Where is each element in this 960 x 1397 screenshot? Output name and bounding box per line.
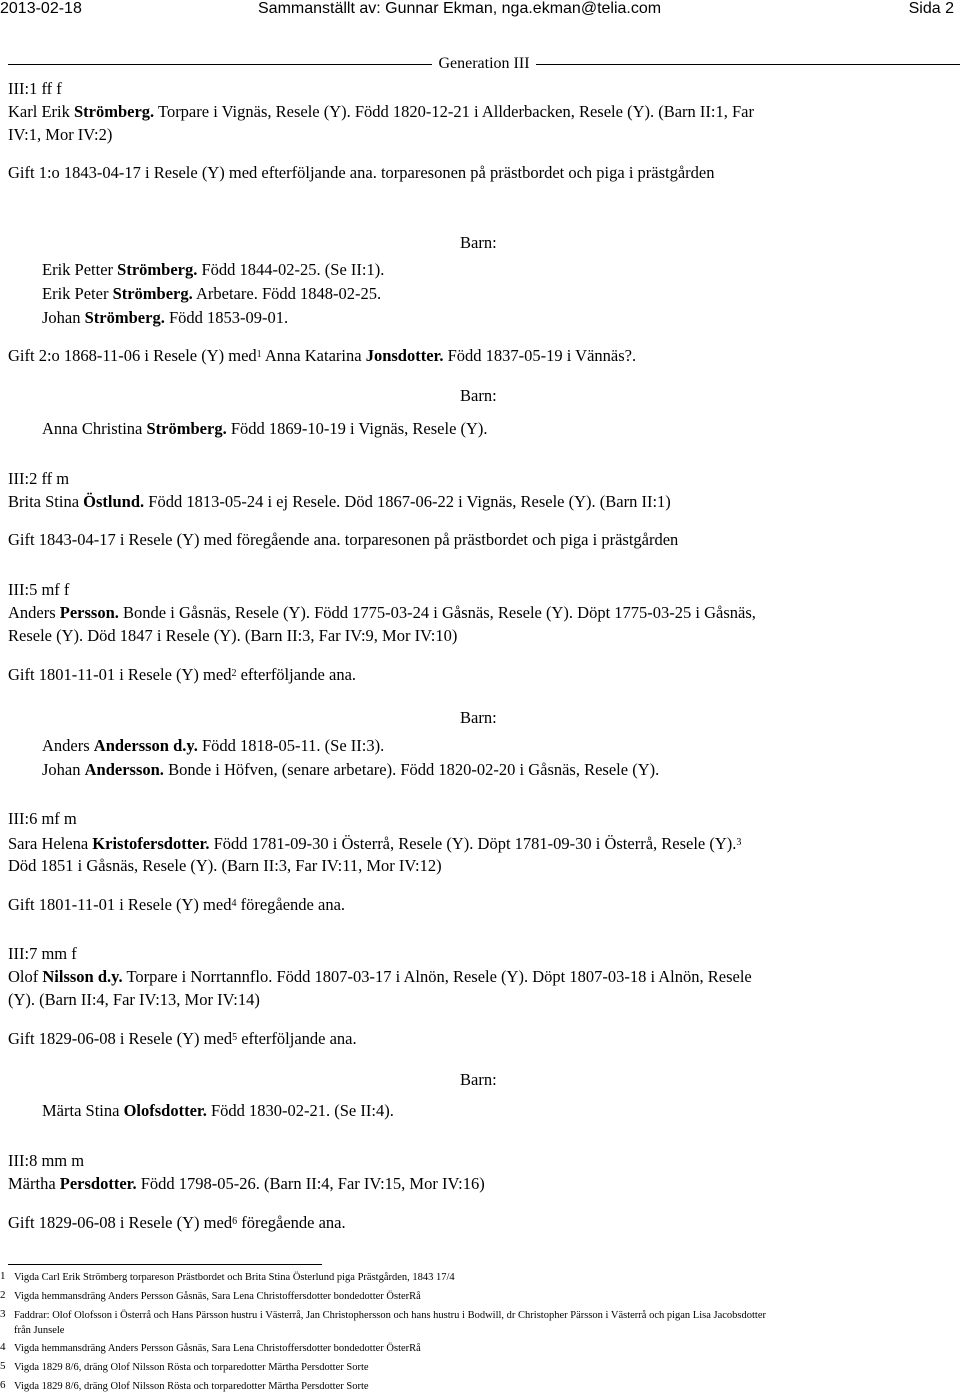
surname: Strömberg.	[146, 419, 227, 438]
header-compiler: Sammanställt av: Gunnar Ekman, nga.ekman@telia.com	[258, 0, 662, 17]
surname: Kristofersdotter.	[92, 834, 210, 853]
footnote-text: Vigda 1829 8/6, dräng Olof Nilsson Rösta och torparedotter Märtha Persdotter Sorte	[14, 1362, 369, 1373]
entry-line	[8, 966, 752, 988]
given-name: Sara Helena	[8, 834, 93, 853]
entry-text: Torpare i Vignäs, Resele (Y). Född 1820-12-21 i Allderbacken, Resele (Y). (Barn II:1, Far	[154, 102, 754, 121]
entry-id: III:8 mm m	[8, 1151, 85, 1170]
children-label: Barn:	[460, 233, 497, 252]
entry-text: Född 1837-05-19 i Vännäs?.	[443, 346, 637, 365]
entry-line: (Y). (Barn II:4, Far IV:13, Mor IV:14)	[8, 990, 260, 1009]
page-header	[0, 0, 960, 24]
footnote-text: Vigda hemmansdräng Anders Persson Gåsnäs, Sara Lena Christoffersdotter bondedotter ÖsterRå	[14, 1291, 421, 1302]
footnote-text: Vigda hemmansdräng Anders Persson Gåsnäs, Sara Lena Christoffersdotter bondedotter ÖsterRå	[14, 1343, 421, 1354]
surname: Persson.	[59, 603, 119, 622]
marriage-line	[8, 663, 356, 686]
marriage-line	[8, 1211, 346, 1234]
entry-line	[8, 491, 671, 513]
entry-text: Född 1798-05-26. (Barn II:4, Far IV:15, Mor IV:16)	[136, 1174, 485, 1193]
entry-text: Gift 1801-11-01 i Resele (Y) med	[8, 895, 232, 914]
heading-rule-right	[536, 64, 960, 65]
marriage-line	[8, 893, 345, 916]
entry-text: Bonde i Gåsnäs, Resele (Y). Född 1775-03-24 i Gåsnäs, Resele (Y). Döpt 1775-03-25 i Gåsnäs,	[118, 603, 756, 622]
entry-text: föregående ana.	[236, 895, 346, 914]
child-line	[42, 307, 288, 329]
entry-text: Bonde i Höfven, (senare arbetare). Född 1820-02-20 i Gåsnäs, Resele (Y).	[163, 760, 660, 779]
marriage-line	[8, 1027, 357, 1050]
footnote-ref: 1	[256, 349, 262, 360]
child-line	[42, 759, 659, 781]
footnote-text: från Junsele	[14, 1325, 65, 1336]
entry-line: Död 1851 i Gåsnäs, Resele (Y). (Barn II:3, Far IV:11, Mor IV:12)	[8, 856, 442, 875]
entry-text: Torpare i Norrtannflo. Född 1807-03-17 i Alnön, Resele (Y). Döpt 1807-03-18 i Alnön, Resele	[122, 967, 752, 986]
surname: Andersson.	[84, 760, 164, 779]
footnote-divider	[8, 1264, 322, 1265]
heading-rule-left	[8, 64, 432, 65]
surname: Jonsdotter.	[365, 346, 444, 365]
footnote-number: 3	[0, 1308, 6, 1320]
surname: Strömberg.	[117, 260, 198, 279]
given-name: Johan	[42, 308, 85, 327]
given-name: Erik Peter	[42, 284, 113, 303]
generation-heading	[8, 52, 960, 76]
marriage-line: Gift 1:o 1843-04-17 i Resele (Y) med efterföljande ana. torparesonen på prästbordet och piga i prästgården	[8, 163, 715, 182]
footnote-ref: 3	[736, 837, 742, 848]
given-name: Karl Erik	[8, 102, 74, 121]
given-name: Anna Christina	[42, 419, 147, 438]
entry-text: Född 1813-05-24 i ej Resele. Död 1867-06-22 i Vignäs, Resele (Y). (Barn II:1)	[144, 492, 671, 511]
surname: Andersson d.y.	[93, 736, 198, 755]
given-name: Anders	[42, 736, 94, 755]
footnote-text: Vigda Carl Erik Strömberg torpareson Prästbordet och Brita Stina Österlund piga Prästgården, 1843 17/4	[14, 1272, 455, 1283]
entry-line: Resele (Y). Död 1847 i Resele (Y). (Barn II:3, Far IV:9, Mor IV:10)	[8, 626, 458, 645]
child-line	[42, 283, 381, 305]
entry-text: Född 1830-02-21. (Se II:4).	[206, 1101, 394, 1120]
entry-text: efterföljande ana.	[237, 1029, 357, 1048]
footnote-number: 4	[0, 1341, 6, 1353]
child-line	[42, 259, 384, 281]
entry-line	[8, 602, 756, 624]
entry-text: Gift 1801-11-01 i Resele (Y) med	[8, 665, 232, 684]
footnote-ref: 5	[232, 1032, 238, 1043]
footnote-text: Faddrar: Olof Olofsson i Österrå och Hans Pärsson hustru i Västerrå, Jan Christophersson och hans hustru i Bodwill, dr Christopher Pärsson i Västerrå och pigan Lisa Jacobsdotter	[14, 1310, 766, 1321]
given-name: Anna Katarina	[261, 346, 366, 365]
given-name: Märta Stina	[42, 1101, 124, 1120]
entry-id: III:7 mm f	[8, 944, 77, 963]
entry-text: Gift 1829-06-08 i Resele (Y) med	[8, 1213, 233, 1232]
entry-id: III:2 ff m	[8, 469, 70, 488]
header-page: Sida 2	[908, 0, 954, 17]
entry-text: föregående ana.	[237, 1213, 346, 1232]
header-date: 2013-02-18	[0, 0, 82, 17]
entry-line	[8, 832, 741, 855]
given-name: Märtha	[8, 1174, 60, 1193]
surname: Olofsdotter.	[123, 1101, 207, 1120]
entry-text: Född 1818-05-11. (Se II:3).	[197, 736, 385, 755]
entry-text: Född 1869-10-19 i Vignäs, Resele (Y).	[226, 419, 488, 438]
children-label: Barn:	[460, 708, 497, 727]
child-line	[42, 735, 384, 757]
surname: Strömberg.	[73, 102, 155, 121]
surname: Strömberg.	[112, 284, 193, 303]
marriage-line	[8, 344, 636, 367]
given-name: Brita Stina	[8, 492, 84, 511]
entry-text: efterföljande ana.	[236, 665, 357, 684]
entry-text: Gift 1829-06-08 i Resele (Y) med	[8, 1029, 233, 1048]
footnote-ref: 4	[231, 898, 237, 909]
marriage-line: Gift 1843-04-17 i Resele (Y) med föregående ana. torparesonen på prästbordet och piga i prästgården	[8, 530, 679, 549]
entry-id: III:1 ff f	[8, 79, 62, 98]
entry-id: III:6 mf m	[8, 809, 77, 828]
surname: Östlund.	[83, 492, 145, 511]
footnote-text: Vigda 1829 8/6, dräng Olof Nilsson Rösta och torparedotter Märtha Persdotter Sorte	[14, 1381, 369, 1392]
entry-line	[8, 1173, 485, 1195]
footnote-number: 2	[0, 1289, 6, 1301]
entry-text: Född 1853-09-01.	[164, 308, 289, 327]
given-name: Johan	[42, 760, 85, 779]
surname: Persdotter.	[59, 1174, 137, 1193]
footnote-ref: 2	[231, 668, 237, 679]
entry-text: Född 1844-02-25. (Se II:1).	[197, 260, 385, 279]
generation-title: Generation III	[438, 55, 530, 72]
entry-id: III:5 mf f	[8, 580, 70, 599]
given-name: Olof	[8, 967, 43, 986]
footnote-number: 1	[0, 1270, 6, 1282]
footnote-ref: 6	[232, 1216, 238, 1227]
entry-text: Gift 2:o 1868-11-06 i Resele (Y) med	[8, 346, 257, 365]
given-name: Erik Petter	[42, 260, 118, 279]
surname: Strömberg.	[84, 308, 165, 327]
surname: Nilsson d.y.	[42, 967, 123, 986]
entry-line: IV:1, Mor IV:2)	[8, 125, 113, 144]
children-label: Barn:	[460, 386, 497, 405]
child-line	[42, 418, 488, 440]
footnote-number: 6	[0, 1379, 6, 1391]
entry-text: Arbetare. Född 1848-02-25.	[192, 284, 382, 303]
given-name: Anders	[8, 603, 60, 622]
entry-text: Född 1781-09-30 i Österrå, Resele (Y). Döpt 1781-09-30 i Österrå, Resele (Y).	[209, 834, 737, 853]
child-line	[42, 1100, 394, 1122]
footnote-number: 5	[0, 1360, 6, 1372]
children-label: Barn:	[460, 1070, 497, 1089]
entry-line	[8, 101, 754, 123]
